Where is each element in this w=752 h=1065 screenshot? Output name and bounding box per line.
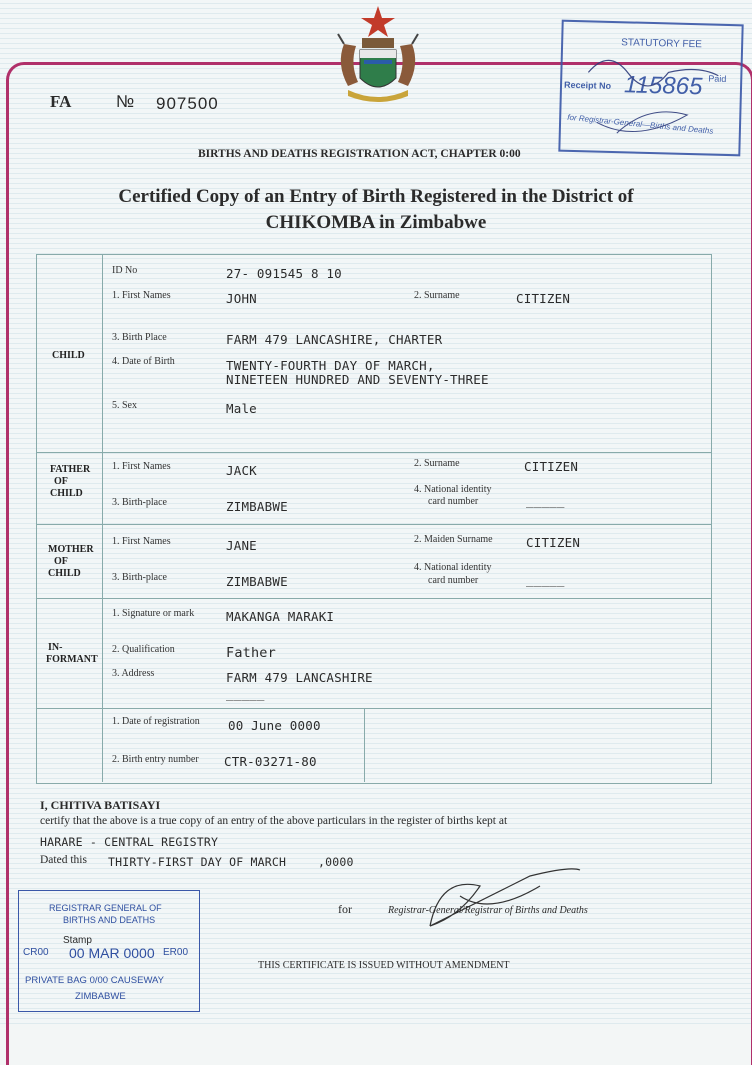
registry-location: HARARE - CENTRAL REGISTRY: [40, 835, 219, 849]
date-of-birth-line2: NINETEEN HUNDRED AND SEVENTY-THREE: [226, 372, 489, 387]
section-informant-label-2: FORMANT: [46, 654, 98, 665]
date-of-registration-value: 00 June 0000: [228, 718, 321, 733]
date-stamp-right-code: ER00: [163, 947, 189, 958]
section-mother-label-1: MOTHER: [48, 544, 94, 555]
date-stamp-label: Stamp: [63, 935, 92, 946]
date-stamp-left-code: CR00: [23, 947, 49, 958]
signature-scribble-icon: [577, 42, 730, 146]
father-surname-label: 2. Surname: [414, 458, 460, 469]
father-surname-value: CITIZEN: [524, 459, 579, 474]
child-first-names-value: JOHN: [226, 291, 257, 306]
table-column-divider: [102, 254, 103, 782]
for-label: for: [338, 902, 352, 916]
child-surname-value: CITIZEN: [516, 291, 571, 306]
certification-statement: certify that the above is a true copy of an entry of the above particulars in the register of births kept at: [40, 815, 508, 827]
section-child-label: CHILD: [52, 350, 85, 361]
mother-maiden-surname-value: CITIZEN: [526, 535, 581, 550]
child-surname-label: 2. Surname: [414, 290, 460, 301]
birth-place-value: FARM 479 LANCASHIRE, CHARTER: [226, 332, 443, 347]
section-father-label-2: OF: [54, 476, 68, 487]
serial-number: 907500: [156, 94, 219, 113]
mother-maiden-surname-label: 2. Maiden Surname: [414, 534, 493, 545]
page-title-line1: Certified Copy of an Entry of Birth Registered in the District of: [118, 186, 634, 207]
registrar-date-stamp: [18, 890, 200, 1012]
date-of-registration-label: 1. Date of registration: [112, 716, 200, 727]
registration-divider: [364, 708, 365, 782]
birth-entry-number-value: CTR-03271-80: [224, 754, 317, 769]
page-title-line2: CHIKOMBA in Zimbabwe: [265, 212, 487, 233]
date-stamp-address: PRIVATE BAG 0/00 CAUSEWAY: [25, 975, 165, 986]
form-code: FA: [50, 92, 72, 111]
father-first-names-value: JACK: [226, 463, 257, 478]
qualification-value: Father: [226, 645, 276, 661]
section-father-label-3: CHILD: [50, 488, 83, 499]
dated-year: ,0000: [318, 855, 354, 869]
statutory-fee-stamp: [558, 20, 743, 157]
dated-this-value: THIRTY-FIRST DAY OF MARCH: [108, 855, 287, 869]
address-value: FARM 479 LANCASHIRE: [226, 670, 373, 685]
row-divider: [36, 598, 711, 599]
father-birthplace-label: 3. Birth-place: [112, 497, 167, 508]
sex-value: Male: [226, 401, 257, 416]
date-of-birth-label: 4. Date of Birth: [112, 356, 175, 367]
date-stamp-line1: REGISTRAR GENERAL OF: [49, 903, 162, 913]
serial-number-label: №: [116, 92, 135, 111]
mother-national-id-value: _____: [526, 572, 565, 587]
section-father-label-1: FATHER: [50, 464, 91, 475]
id-no-label: ID No: [112, 265, 138, 276]
dated-this-label: Dated this: [40, 854, 87, 866]
paid-label: Paid: [708, 73, 727, 84]
coat-of-arms-emblem: [318, 4, 438, 108]
mother-first-names-label: 1. First Names: [112, 536, 171, 547]
receipt-number: 115865: [623, 71, 703, 101]
section-mother-label-2: OF: [54, 556, 68, 567]
signature-label: 1. Signature or mark: [112, 608, 195, 619]
section-mother-label-3: CHILD: [48, 568, 81, 579]
mother-first-names-value: JANE: [226, 538, 257, 553]
mother-birthplace-value: ZIMBABWE: [226, 574, 288, 589]
registrar-signature-icon: [400, 856, 590, 946]
row-divider: [36, 524, 711, 525]
child-first-names-label: 1. First Names: [112, 290, 171, 301]
date-stamp-date: 00 MAR 0000: [69, 945, 155, 961]
father-first-names-label: 1. First Names: [112, 461, 171, 472]
sex-label: 5. Sex: [112, 400, 137, 411]
row-divider: [36, 452, 711, 453]
father-national-id-label-2: card number: [428, 496, 479, 507]
section-informant-label-1: IN-: [48, 642, 63, 653]
certifier-name: I, CHITIVA BATISAYI: [40, 798, 161, 812]
father-birthplace-value: ZIMBABWE: [226, 499, 288, 514]
father-national-id-label-1: 4. National identity: [414, 484, 492, 495]
date-stamp-country: ZIMBABWE: [75, 991, 126, 1002]
date-of-birth-line1: TWENTY-FOURTH DAY OF MARCH,: [226, 358, 435, 373]
address-value-line2: _____: [226, 686, 265, 701]
amendment-note: THIS CERTIFICATE IS ISSUED WITHOUT AMENDMENT: [258, 960, 510, 971]
mother-birthplace-label: 3. Birth-place: [112, 572, 167, 583]
mother-national-id-label-2: card number: [428, 575, 479, 586]
act-reference: BIRTHS AND DEATHS REGISTRATION ACT, CHAPTER 0:00: [198, 148, 521, 160]
birth-place-label: 3. Birth Place: [112, 332, 167, 343]
registrar-title: Registrar-General/Registrar of Births and Deaths: [388, 905, 588, 916]
date-stamp-line2: BIRTHS AND DEATHS: [63, 915, 156, 925]
mother-national-id-label-1: 4. National identity: [414, 562, 492, 573]
statutory-fee-label: STATUTORY FEE: [621, 37, 703, 51]
qualification-label: 2. Qualification: [112, 644, 175, 655]
row-divider: [36, 708, 711, 709]
address-label: 3. Address: [112, 668, 155, 679]
signature-value: MAKANGA MARAKI: [226, 609, 335, 624]
father-national-id-value: _____: [526, 493, 565, 508]
stamp-footer-text: for Registrar-General—Births and Deaths: [566, 112, 714, 136]
receipt-no-label: Receipt No: [563, 79, 612, 91]
birth-entry-number-label: 2. Birth entry number: [112, 754, 199, 765]
id-no-value: 27- 091545 8 10: [226, 266, 342, 281]
